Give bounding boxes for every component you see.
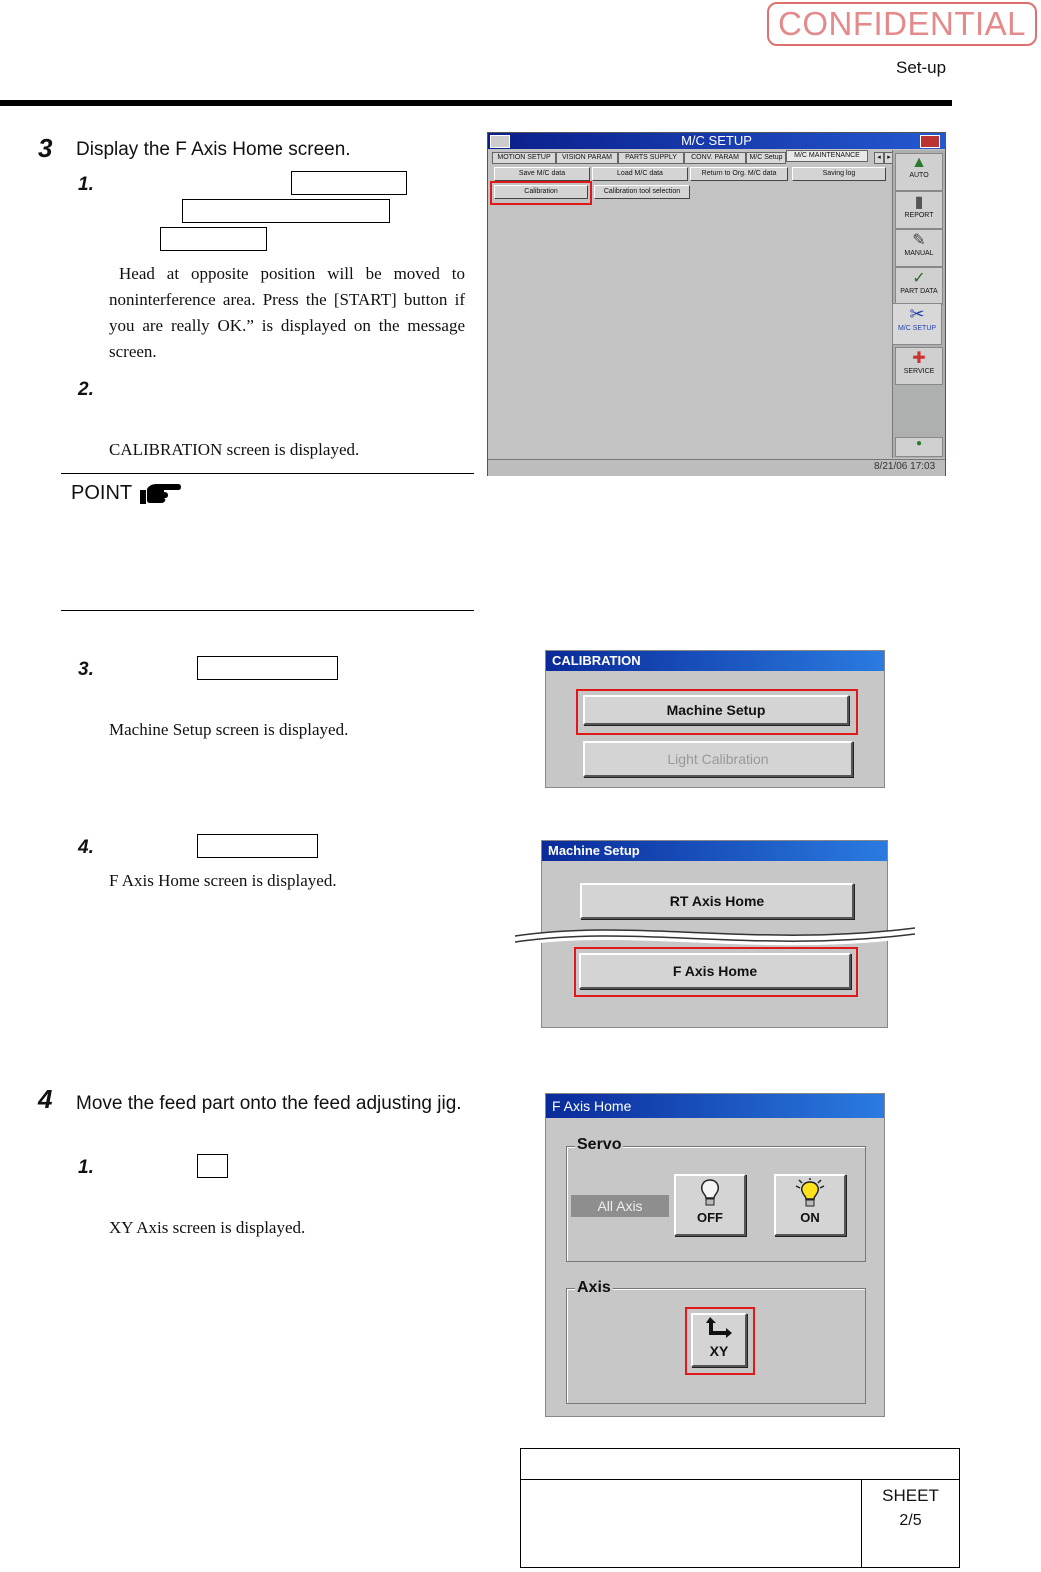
key-box [197,656,338,680]
f-axis-home-button[interactable]: F Axis Home [579,953,851,989]
tab-conv-param[interactable]: CONV. PARAM [684,152,746,164]
key-box [197,834,318,858]
calibration-tool-selection-button[interactable]: Calibration tool selection [594,185,690,199]
title-block-body [521,1480,862,1568]
step-3-2-result: CALIBRATION screen is displayed. [109,440,360,459]
key-box [291,171,407,195]
step-3-4-result: F Axis Home screen is displayed. [109,871,337,890]
load-mc-data-button[interactable]: Load M/C data [592,167,688,181]
calibration-button[interactable]: Calibration [494,185,588,199]
bulb-on-icon [793,1178,827,1208]
globe-button[interactable] [895,437,943,457]
manual-icon: ✎ [912,232,926,249]
tab-scroll-left[interactable]: ◂ [874,152,884,164]
part-data-label: PART DATA [900,288,938,295]
return-to-org-button[interactable]: Return to Org. M/C data [690,167,788,181]
title-block [520,1448,960,1568]
all-axis-label: All Axis [571,1195,669,1217]
step-3-heading: Display the F Axis Home screen. [76,139,351,160]
tab-mc-maintenance[interactable]: M/C MAINTENANCE [786,150,868,162]
break-line [515,918,915,953]
step-3-4-number: 4. [78,837,94,858]
manual-label: MANUAL [904,250,934,257]
key-box [197,1154,228,1178]
light-calibration-button[interactable]: Light Calibration [583,741,853,777]
machine-setup-button[interactable]: Machine Setup [583,695,849,725]
step-3-3-result: Machine Setup screen is displayed. [109,720,349,739]
step-4-number: 4 [38,1084,53,1114]
step-3-number: 3 [38,133,53,163]
sheet-number: 2/5 [899,1512,922,1529]
rt-axis-home-button[interactable]: RT Axis Home [580,883,854,919]
f-axis-home-screenshot [545,1093,885,1417]
part-data-button[interactable] [895,267,943,305]
globe-icon: ● [915,438,923,449]
report-label: REPORT [904,212,934,219]
tab-scroll-right[interactable]: ▸ [884,152,894,164]
tab-parts-supply[interactable]: PARTS SUPPLY [618,152,684,164]
key-box [160,227,267,251]
part-data-icon: ✓ [912,270,926,287]
axis-label: Axis [577,1279,611,1296]
mc-setup-title: M/C SETUP [488,133,945,149]
servo-on-button[interactable] [774,1174,846,1236]
report-button[interactable] [895,191,943,229]
manual-button[interactable] [895,229,943,267]
header-rule [0,100,952,106]
step-3-1-note: Head at opposite position will be moved to noninterference area. Press the [START] button if you are really OK.” is displayed on the message screen. [109,264,465,361]
service-button[interactable] [895,347,943,385]
xy-label: XY [709,1343,729,1359]
title-block-header [521,1449,960,1480]
bulb-off-icon [698,1178,722,1208]
tools-icon: ✂ [909,304,925,324]
calibration-screenshot [545,650,885,788]
step-3-3-number: 3. [78,659,94,680]
auto-label: AUTO [909,172,929,179]
window-menu-icon[interactable] [490,135,510,148]
mc-setup-screenshot [487,132,946,476]
status-time: 8/21/06 17:03 [874,461,936,472]
save-mc-data-button[interactable]: Save M/C data [494,167,590,181]
servo-off-button[interactable] [674,1174,746,1236]
sheet-cell [862,1480,960,1568]
f-axis-home-title: F Axis Home [546,1094,884,1118]
axis-arrow-icon [704,1317,734,1341]
tab-vision-param[interactable]: VISION PARAM [556,152,618,164]
step-3-2-number: 2. [78,379,94,400]
report-icon: ▮ [914,194,924,211]
saving-log-button[interactable]: Saving log [792,167,886,181]
xy-axis-button[interactable] [691,1313,747,1367]
service-icon: ✚ [912,350,926,367]
on-label: ON [800,1210,820,1225]
off-label: OFF [697,1210,723,1225]
point-bottom-rule [61,610,474,611]
point-top-rule [61,473,474,474]
step-4-heading: Move the feed part onto the feed adjusting jig. [76,1093,462,1114]
confidential-stamp: CONFIDENTIAL [767,2,1037,46]
tab-motion-setup[interactable]: MOTION SETUP [492,152,556,164]
machine-setup-title: Machine Setup [542,841,887,861]
mc-setup-side-button[interactable] [892,303,942,345]
calibration-title: CALIBRATION [546,651,884,671]
pointing-hand-icon [138,478,182,511]
section-label: Set-up [896,58,947,77]
sheet-label: SHEET [882,1486,939,1505]
step-3-1-number: 1. [78,174,94,195]
servo-label: Servo [577,1136,622,1153]
auto-icon: ▲ [911,154,927,171]
step-4-1-number: 1. [78,1157,94,1178]
step-4-1-result: XY Axis screen is displayed. [109,1218,306,1237]
tab-mc-setup[interactable]: M/C Setup [746,152,786,164]
service-label: SERVICE [903,368,935,375]
point-label: POINT [71,482,133,504]
key-box [182,199,390,223]
mc-setup-side-label: M/C SETUP [897,325,937,332]
auto-button[interactable] [895,153,943,191]
close-icon[interactable] [920,135,940,148]
